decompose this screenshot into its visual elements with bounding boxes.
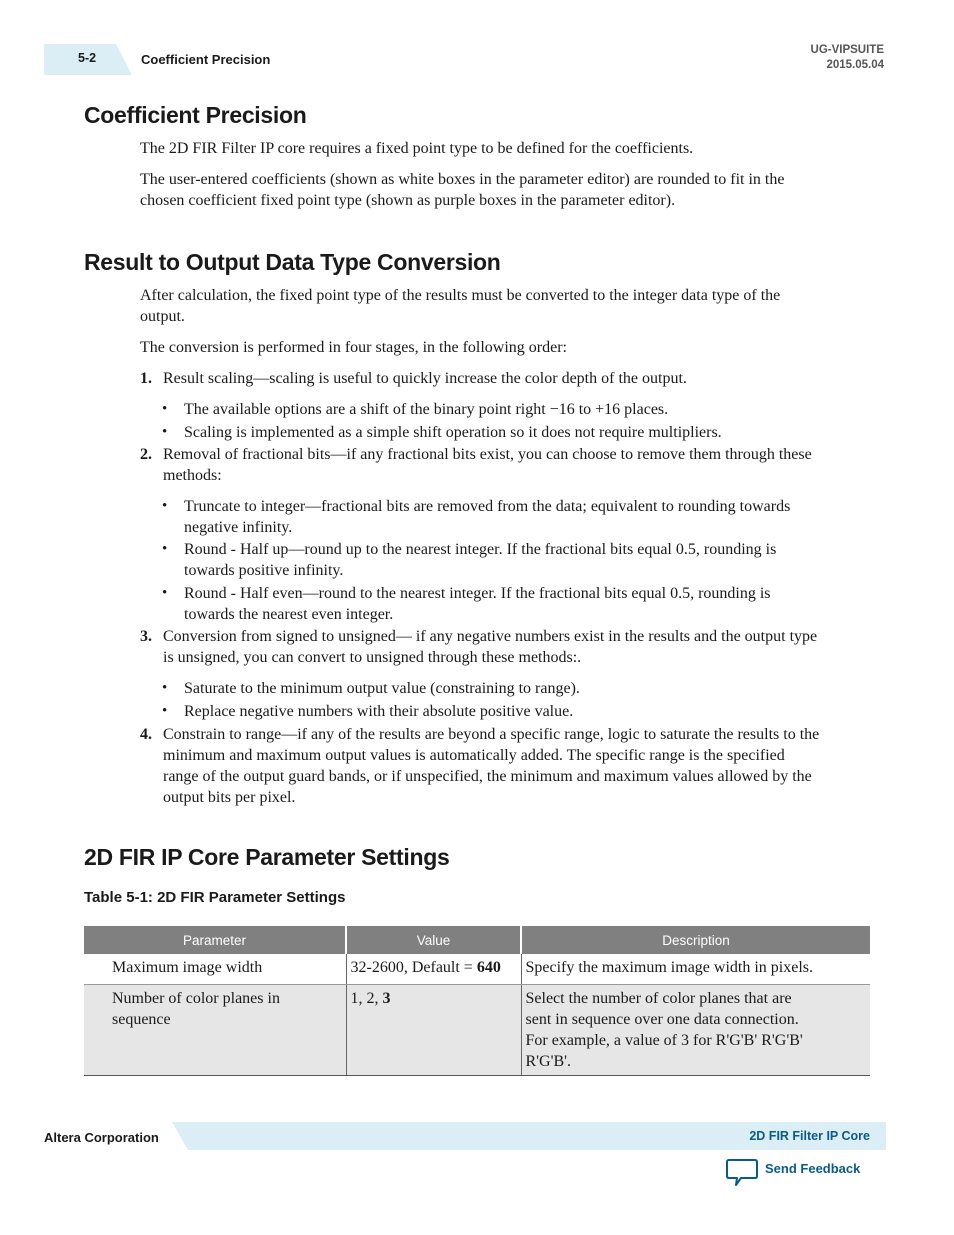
step-number: 3.	[140, 628, 152, 645]
page-number: 5-2	[78, 51, 97, 65]
doc-id: UG-VIPSUITE	[810, 44, 884, 56]
step-line: Result scaling—scaling is useful to quickly increase the color depth of the output.	[163, 370, 687, 387]
column-header-parameter: Parameter	[84, 926, 346, 954]
step-line: minimum and maximum output values is automatically added. The specific range is the specified	[163, 747, 785, 764]
bullet-line: Round - Half even—round to the nearest integer. If the fractional bits equal 0.5, rounding is	[184, 585, 771, 602]
bullet-icon: •	[162, 498, 168, 514]
coef-p2-line-2: chosen coefficient fixed point type (shown as purple boxes in the parameter editor).	[140, 192, 676, 209]
bullet-icon: •	[162, 401, 168, 417]
bullet-icon: •	[162, 585, 168, 601]
conv-paragraph-2: The conversion is performed in four stages, in the following order:	[140, 339, 567, 356]
heading-parameter-settings: 2D FIR IP Core Parameter Settings	[84, 844, 450, 870]
cell-line: Maximum image width	[112, 959, 263, 976]
bullet-icon: •	[162, 541, 168, 557]
bullet-icon: •	[162, 703, 168, 719]
cell-description	[521, 954, 870, 985]
bullet-line: Scaling is implemented as a simple shift operation so it does not require multipliers.	[184, 424, 722, 441]
step-line: Constrain to range—if any of the results are beyond a specific range, logic to saturate the results to the	[163, 726, 820, 743]
step-line: Conversion from signed to unsigned— if any negative numbers exist in the results and the output type	[163, 628, 818, 645]
bullet-text	[184, 583, 864, 625]
send-feedback-link[interactable]: Send Feedback	[765, 1161, 861, 1176]
parameter-table	[84, 926, 870, 1076]
value-text: 32-2600, Default =	[350, 959, 477, 976]
cell-value	[346, 985, 521, 1076]
bullet-line: Round - Half up—round up to the nearest integer. If the fractional bits equal 0.5, rounding is	[184, 541, 777, 558]
bullet-line: negative infinity.	[184, 519, 293, 536]
cell-line: Number of color planes in	[112, 990, 280, 1007]
doc-info	[811, 43, 884, 73]
coef-paragraph-1: The 2D FIR Filter IP core requires a fixed point type to be defined for the coefficients.	[140, 140, 694, 157]
step-number: 2.	[140, 446, 152, 463]
table-caption: Table 5-1: 2D FIR Parameter Settings	[84, 889, 346, 906]
footer-doc-title-link[interactable]: 2D FIR Filter IP Core	[749, 1129, 870, 1143]
bullet-text	[184, 701, 864, 722]
bullet-line: Replace negative numbers with their absolute positive value.	[184, 703, 574, 720]
step-number: 4.	[140, 726, 152, 743]
cell-line: Specify the maximum image width in pixels.	[525, 959, 814, 976]
footer-company: Altera Corporation	[44, 1130, 159, 1145]
table-header-row	[84, 926, 870, 954]
cell-line: sequence	[112, 1011, 171, 1028]
cell-parameter	[84, 985, 346, 1076]
bullet-line: The available options are a shift of the binary point right −16 to +16 places.	[184, 401, 669, 418]
step-line: output bits per pixel.	[163, 789, 296, 806]
conv-p1-line-2: output.	[140, 308, 185, 325]
coef-paragraph-2	[140, 169, 870, 211]
cell-parameter	[84, 954, 346, 985]
bullet-icon: •	[162, 680, 168, 696]
bullet-text	[184, 678, 864, 699]
running-section-title: Coefficient Precision	[141, 52, 271, 67]
value-default: 3	[382, 990, 391, 1007]
step-number: 1.	[140, 370, 152, 387]
cell-value	[346, 954, 521, 985]
bullet-text	[184, 399, 864, 420]
doc-date: 2015.05.04	[826, 59, 884, 71]
bullet-icon: •	[162, 424, 168, 440]
value-text: 1, 2,	[350, 990, 383, 1007]
column-header-value: Value	[346, 926, 521, 954]
bullet-text	[184, 496, 864, 538]
step-text	[163, 724, 873, 808]
cell-line: For example, a value of 3 for R'G'B' R'G'B'	[525, 1032, 803, 1049]
cell-description	[521, 985, 870, 1076]
cell-line: sent in sequence over one data connection.	[525, 1011, 799, 1028]
step-line: range of the output guard bands, or if unspecified, the minimum and maximum values allowed by the	[163, 768, 812, 785]
bullet-line: Truncate to integer—fractional bits are removed from the data; equivalent to rounding towards	[184, 498, 791, 515]
conv-p1-line-1: After calculation, the fixed point type of the results must be converted to the integer data type of the	[140, 287, 781, 304]
bullet-text	[184, 539, 864, 581]
cell-line: R'G'B'.	[525, 1053, 572, 1070]
table-row	[84, 985, 870, 1076]
bullet-text	[184, 422, 864, 443]
bullet-line: towards the nearest even integer.	[184, 606, 394, 623]
heading-coefficient-precision: Coefficient Precision	[84, 102, 307, 128]
speech-bubble-icon[interactable]	[726, 1158, 758, 1188]
step-text	[163, 626, 873, 668]
step-line: Removal of fractional bits—if any fractional bits exist, you can choose to remove them through these	[163, 446, 812, 463]
step-line: is unsigned, you can convert to unsigned through these methods:.	[163, 649, 582, 666]
table-row	[84, 954, 870, 985]
step-line: methods:	[163, 467, 222, 484]
bullet-line: towards positive infinity.	[184, 562, 344, 579]
conv-paragraph-1	[140, 285, 870, 327]
coef-p2-line-1: The user-entered coefficients (shown as white boxes in the parameter editor) are rounded to fit in the	[140, 171, 785, 188]
cell-line: Select the number of color planes that are	[525, 990, 792, 1007]
step-text	[163, 444, 873, 486]
heading-result-conversion: Result to Output Data Type Conversion	[84, 249, 501, 275]
bullet-line: Saturate to the minimum output value (constraining to range).	[184, 680, 580, 697]
column-header-description: Description	[521, 926, 870, 954]
value-default: 640	[476, 959, 501, 976]
step-text	[163, 368, 873, 389]
